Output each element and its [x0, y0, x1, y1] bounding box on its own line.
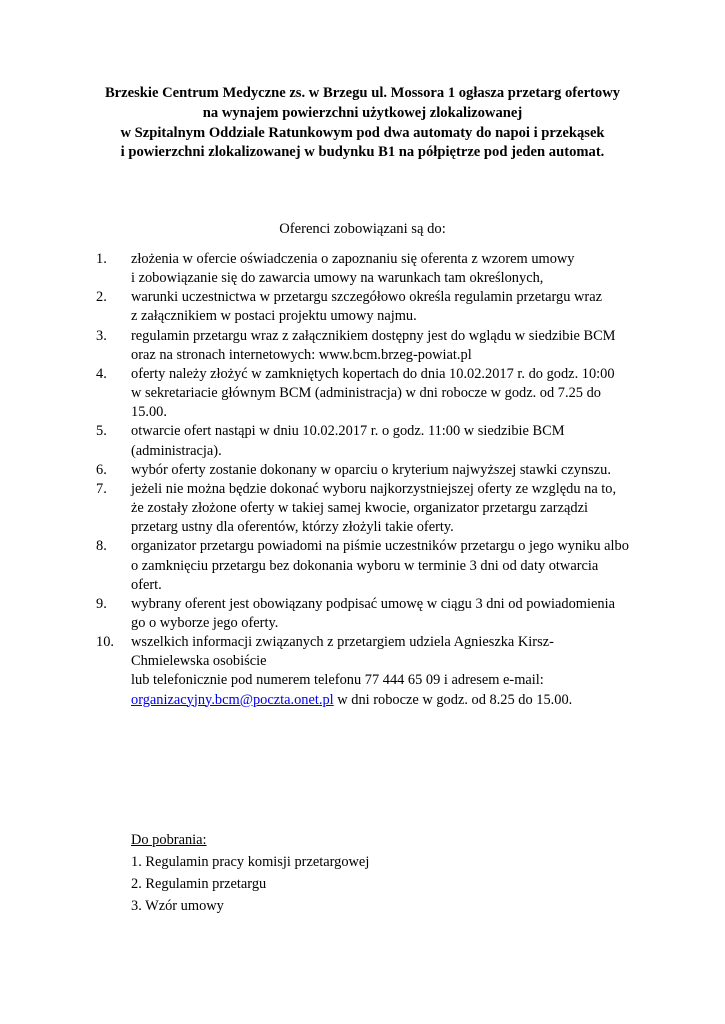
list-item [96, 537, 656, 594]
email-link[interactable]: organizacyjny.bcm@poczta.onet.pl [131, 691, 334, 708]
item-line: otwarcie ofert nastąpi w dniu 10.02.2017 r. o godz. 11:00 w siedzibie BCM [131, 423, 565, 440]
item-line: z załącznikiem w postaci projektu umowy najmu. [131, 308, 417, 325]
list-item [96, 288, 656, 326]
item-line: wybór oferty zostanie dokonany w oparciu o kryterium najwyższej stawki czynszu. [131, 461, 611, 478]
item-line: złożenia w ofercie oświadczenia o zapoznaniu się oferenta z wzorem umowy [131, 251, 575, 267]
item-number: 3. [96, 327, 107, 344]
item-number: 1. [96, 251, 107, 267]
list-item [96, 365, 656, 422]
email-suffix-text: w dni robocze w godz. od 8.25 do 15.00. [333, 691, 573, 708]
download-link-wzor-umowy[interactable]: 3. Wzór umowy [131, 898, 224, 915]
item-number: 6. [96, 461, 107, 478]
item-line: wybrany oferent jest obowiązany podpisać umowę w ciągu 3 dni od powiadomienia [131, 595, 615, 612]
list-item [96, 633, 656, 710]
item-number: 2. [96, 289, 107, 306]
item-line: o zamknięciu przetargu bez dokonania wyboru w terminie 3 dni od daty otwarcia [131, 557, 599, 574]
item-line: jeżeli nie można będzie dokonać wyboru najkorzystniejszej oferty ze względu na to, [131, 480, 617, 497]
item-line: ofert. [131, 576, 162, 593]
item-line-email [131, 691, 656, 710]
item-line: warunki uczestnictwa w przetargu szczegółowo określa regulamin przetargu wraz [131, 289, 602, 306]
list-item [96, 327, 656, 365]
download-link-regulamin-przetargu[interactable]: 2. Regulamin przetargu [131, 876, 267, 893]
item-line: wszelkich informacji związanych z przetargiem udziela Agnieszka Kirsz- [131, 634, 554, 651]
list-item [96, 461, 656, 480]
title-line: na wynajem powierzchni użytkowej zlokalizowanej [202, 104, 523, 121]
item-line: przetarg ustny dla oferentów, którzy złożyli takie oferty. [131, 519, 454, 536]
download-link-regulamin-komisji[interactable]: 1. Regulamin pracy komisji przetargowej [131, 854, 370, 871]
item-line: i zobowiązanie się do zawarcia umowy na warunkach tam określonych, [131, 270, 544, 287]
list-item [96, 595, 656, 633]
item-number: 9. [96, 595, 107, 612]
item-line: 15.00. [131, 404, 167, 421]
item-line: oferty należy złożyć w zamkniętych kopertach do dnia 10.02.2017 r. do godz. 10:00 [131, 365, 615, 382]
announcement-title [60, 84, 665, 163]
list-item [96, 250, 656, 288]
item-line: organizator przetargu powiadomi na piśmie uczestników przetargu o jego wyniku albo [131, 538, 629, 555]
item-line: go o wyborze jego oferty. [131, 614, 279, 631]
item-line: Chmielewska osobiście [131, 653, 267, 670]
item-line: (administracja). [131, 442, 222, 459]
item-number: 5. [96, 423, 107, 440]
downloads-section [131, 829, 369, 917]
item-number: 8. [96, 538, 107, 555]
item-line: że zostały złożone oferty w takiej samej kwocie, organizator przetargu zarządzi [131, 500, 588, 517]
item-line: lub telefonicznie pod numerem telefonu 77 444 65 09 i adresem e-mail: [131, 672, 544, 689]
item-line: w sekretariacie głównym BCM (administracja) w dni robocze w godz. od 7.25 do [131, 385, 601, 402]
item-line: regulamin przetargu wraz z załącznikiem dostępny jest do wglądu w siedzibie BCM [131, 327, 616, 344]
downloads-heading: Do pobrania: [131, 832, 207, 848]
intro-text: Oferenci zobowiązani są do: [279, 221, 446, 237]
requirements-list [96, 250, 656, 710]
item-number: 10. [96, 634, 114, 651]
item-number: 4. [96, 365, 107, 382]
title-line: w Szpitalnym Oddziale Ratunkowym pod dwa automaty do napoi i przekąsek [120, 124, 605, 141]
title-line: i powierzchni zlokalizowanej w budynku B1 na półpiętrze pod jeden automat. [120, 144, 605, 161]
list-item [96, 480, 656, 537]
item-number: 7. [96, 480, 107, 497]
list-item [96, 422, 656, 460]
title-line: Brzeskie Centrum Medyczne zs. w Brzegu ul. Mossora 1 ogłasza przetarg ofertowy [104, 85, 621, 101]
item-line: oraz na stronach internetowych: www.bcm.brzeg-powiat.pl [131, 346, 472, 363]
